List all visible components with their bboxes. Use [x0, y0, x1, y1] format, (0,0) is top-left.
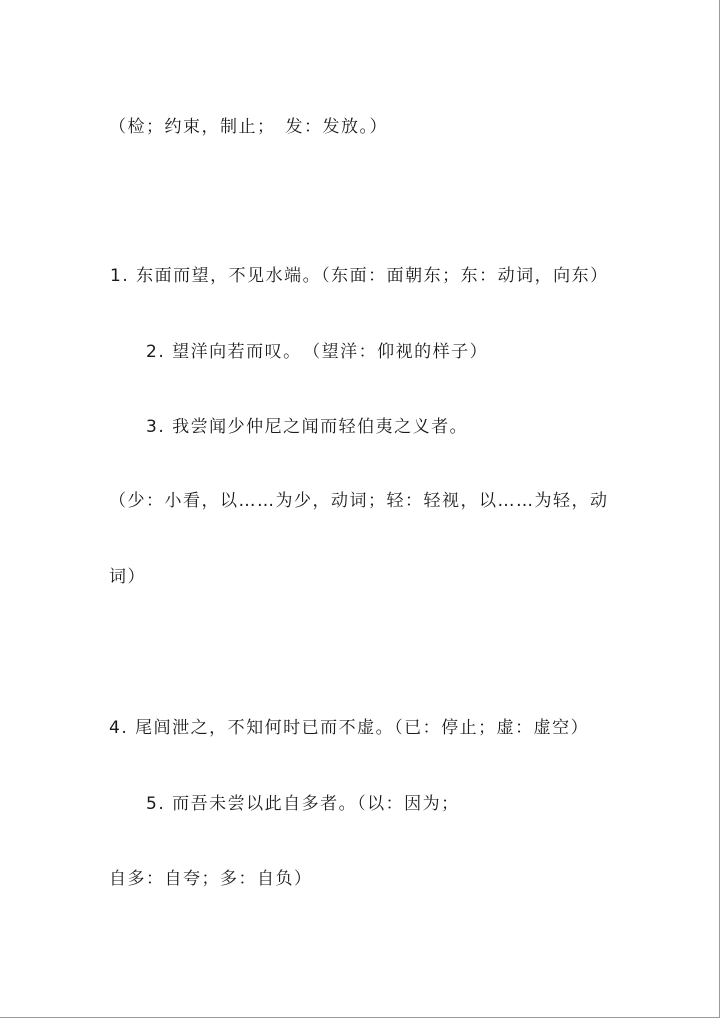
- annotation-line-jian-fa: （检；约束，制止； 发：发放。）: [109, 117, 388, 137]
- item-3-wo-chang-wen: 3. 我尝闻少仲尼之闻而轻伯夷之义者。: [146, 417, 469, 437]
- annotation-line-shao-qing: （少：小看，以……为少，动词；轻：轻视，以……为轻，动: [109, 491, 609, 511]
- annotation-line-ziduo: 自多：自夸；多：自负）: [109, 869, 313, 889]
- item-4-weilv-xie-zhi: 4. 尾闾泄之，不知何时已而不虚。（已：停止；虚：虚空）: [109, 718, 590, 738]
- item-2-wangyang-xiang-ruo: 2. 望洋向若而叹。 （望洋：仰视的样子）: [146, 342, 489, 362]
- annotation-line-continuation: 词）: [109, 567, 146, 587]
- item-1-dongmian-er-wang: 1. 东面而望，不见水端。（东面：面朝东；东：动词，向东）: [110, 266, 609, 286]
- item-5-er-wu-weichang: 5. 而吾未尝以此自多者。（以：因为；: [146, 794, 460, 814]
